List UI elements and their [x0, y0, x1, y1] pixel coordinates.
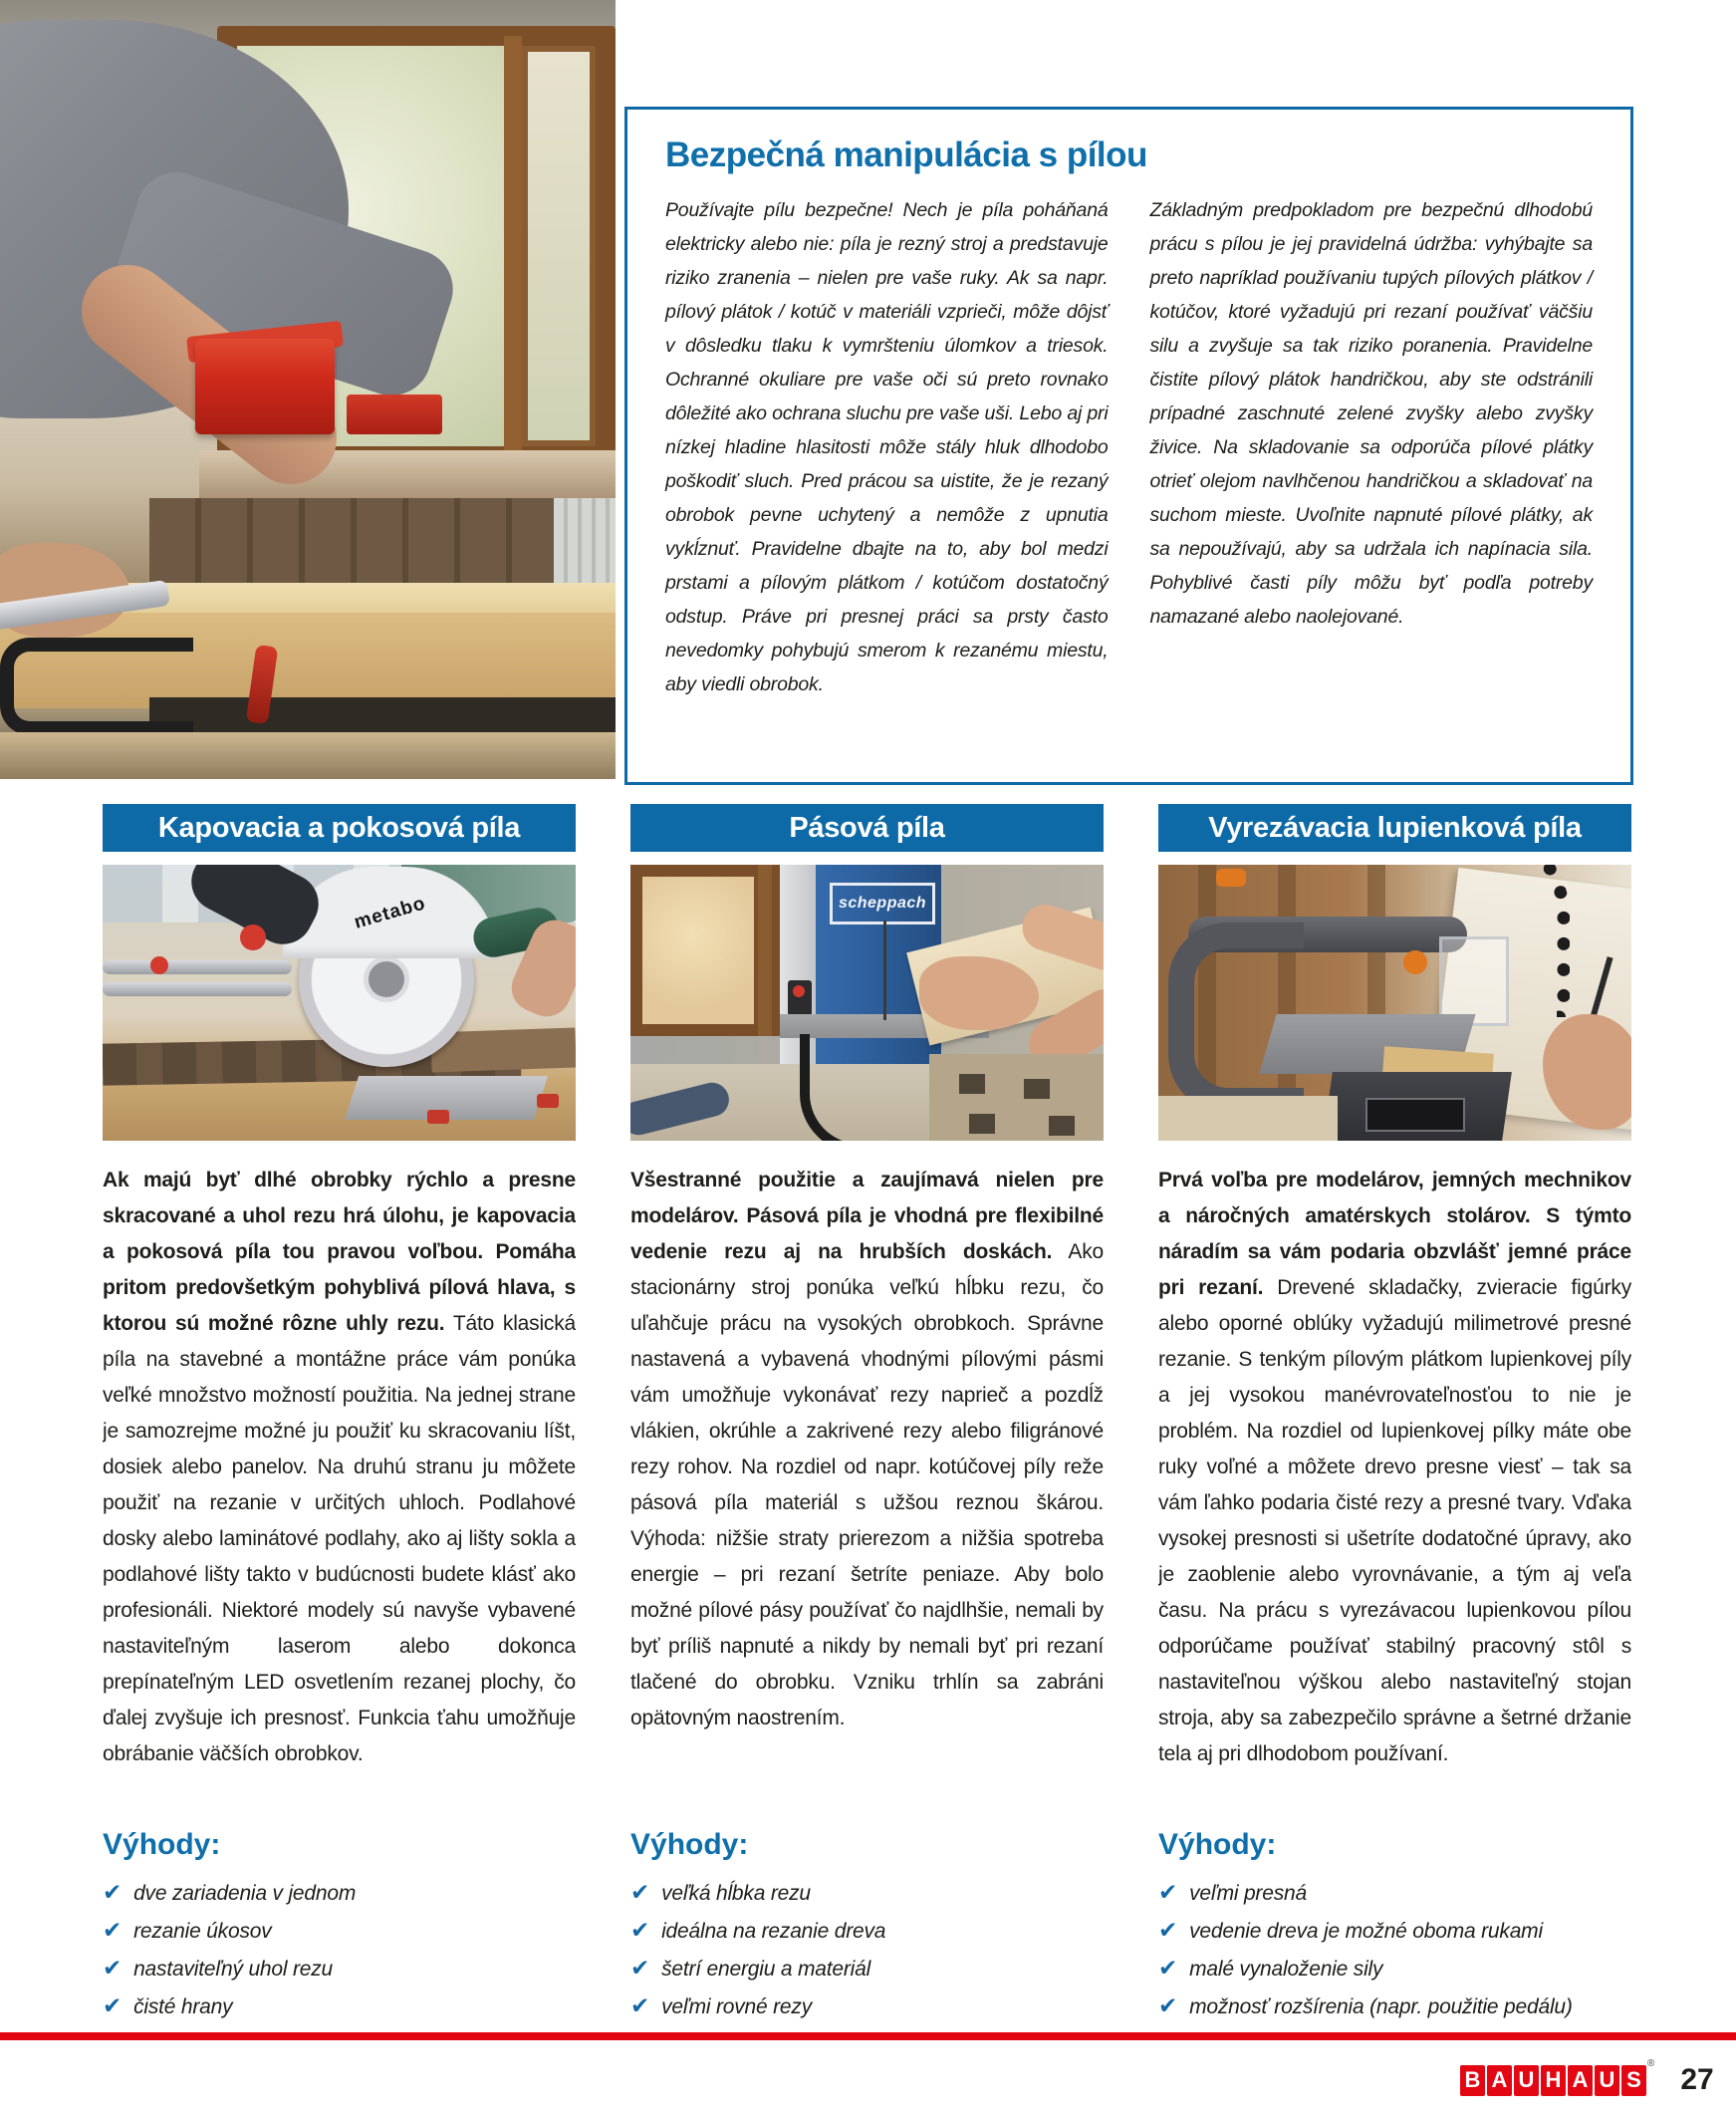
check-icon: ✔ [630, 1917, 650, 1943]
beam-shadow [149, 697, 616, 737]
column-scroll-saw [1158, 804, 1631, 2027]
red-toolbox [195, 339, 335, 434]
benefit-item [103, 1950, 576, 1987]
check-icon: ✔ [1158, 1917, 1178, 1943]
footer [1460, 2058, 1714, 2102]
benefits-block [1158, 1828, 1631, 2025]
workshop-photo [0, 0, 616, 779]
footer-red-rule [0, 2032, 1736, 2040]
bench-hole [969, 1114, 995, 1134]
power-cable [800, 1034, 899, 1141]
benefits-block [630, 1828, 1104, 2025]
bench-hole [1024, 1079, 1050, 1099]
registered-mark: ® [1647, 2058, 1655, 2069]
benefit-item [1158, 1987, 1631, 2025]
red-tray [347, 395, 442, 434]
intro-bold: Ak majú byť dlhé obrobky rýchlo a presne skracované a uhol rezu hrá úlohu, je kapovacia a pokosová píla tou pravou voľbou. Pomáha pritom predovšetkým pohyblivá pílová hlava, s ktorou sú možné rôzne uhly rezu. [103, 1169, 576, 1335]
safety-box [624, 107, 1633, 785]
logo-letter: A [1568, 2065, 1593, 2096]
column-miter-saw [103, 804, 576, 2027]
benefit-label: veľmi rovné rezy [661, 1995, 812, 2018]
window-light [642, 877, 754, 1024]
benefit-item [630, 1874, 1104, 1912]
benefit-label: vedenie dreva je možné oboma rukami [1189, 1920, 1543, 1943]
bench-hole [1049, 1116, 1075, 1136]
power-switch [788, 980, 812, 1016]
benefits-title: Výhody: [630, 1828, 749, 1861]
benefit-item [630, 1912, 1104, 1950]
benefit-item [1158, 1912, 1631, 1950]
bauhaus-logo [1460, 2065, 1646, 2096]
scroll-saw-photo [1158, 865, 1631, 1141]
check-icon: ✔ [630, 1992, 650, 2018]
logo-letter: U [1595, 2065, 1619, 2096]
benefit-label: dve zariadenia v jednom [133, 1882, 357, 1905]
window-frame-bar [758, 865, 772, 1036]
column-header: Kapovacia a pokosová píla [103, 804, 576, 852]
clamp [0, 638, 193, 735]
column-body-text [630, 1163, 1104, 1736]
floor [0, 732, 616, 779]
column-header: Pásová píla [630, 804, 1104, 852]
check-icon: ✔ [630, 1879, 650, 1905]
check-icon: ✔ [1158, 1955, 1178, 1981]
check-icon: ✔ [1158, 1879, 1178, 1905]
brand-label: scheppach [830, 883, 935, 925]
benefits-title: Výhody: [1158, 1828, 1277, 1861]
intro-bold: Všestranné použitie a zaujímavá nielen pre modelárov. Pásová píla je vhodná pre flexibilné vedenie rezu aj na hrubších doskách. [630, 1169, 1104, 1263]
safety-text-col1: Používajte pílu bezpečne! Nech je píla poháňaná elektricky alebo nie: píla je rezný stroj a predstavuje riziko zranenia – nielen pre vaše ruky. Ak sa napr. pílový plátok / kotúč v materiáli vzprieči, môže dôjsť v dôsledku tlaku k vymršteniu úlomkov a triesok. Ochranné okuliare pre vaše oči sú preto rovnako dôležité ako ochrana sluchu pre vaše uši. Lebo aj pri nízkej hladine hlasitosti môže stály hluk dlhodobo poškodiť sluch. Pred prácou sa uistite, že je rezaný obrobok pevne uchytený a nemôže z upnutia vykĺznuť. Pravidelne dbajte na to, aby bol medzi prstami a pílovým plátkom / kotúčom dostatočný odstup. Práve pri presnej práci sa prsty často nevedomky pohybujú smerom k rezanému miestu, aby viedli obrobok. [665, 199, 1109, 695]
column-body-text [1158, 1163, 1631, 1772]
page-number: 27 [1680, 2063, 1714, 2096]
benefit-label: ideálna na rezanie dreva [661, 1920, 886, 1943]
benefit-label: malé vynaloženie sily [1189, 1958, 1383, 1981]
miter-saw-photo [103, 865, 576, 1141]
intro-bold: Prvá voľba pre modelárov, jemných mechnikov a náročných amatérskych stolárov. S týmto náradím sa vám podaria obzvlášť jemné práce pri rezaní. [1158, 1169, 1631, 1299]
benefit-label: veľká hĺbka rezu [661, 1882, 811, 1905]
body-text: Drevené skladačky, zvieracie figúrky alebo oporné oblúky vyžadujú milimetrové presné rezanie. S tenkým pílovým plátkom lupienkovej píly a jej vysokou manévrovateľnosťou to nie je problém. Na rozdiel od lupienkovej pílky máte obe ruky voľné a môžete drevo presne viesť – tak sa vám ľahko podaria čisté rezy a presné tvary. Vďaka vysokej presnosti si ušetríte dodatočné úpravy, ako je zaoblenie alebo vyrovnávanie, a tým aj veľa času. Na prácu s vyrezávacou lupienkovou pílou odporúčame používať stabilný pracovný stôl s nastaviteľnou výškou alebo nastaviteľný stojan stroja, aby sa zabezpečilo správne a šetrné držanie tela aj pri dlhodobom používaní. [1158, 1276, 1631, 1765]
benefit-item [1158, 1874, 1631, 1912]
body-text: Táto klasická píla na stavebné a montážne práce vám ponúka veľké množstvo možností použitia. Na jednej strane je samozrejme možné ju použiť ku skracovaniu líšt, dosiek alebo panelov. Na druhú stranu ju môžete použiť na rezanie v určitých uhloch. Podlahové dosky alebo laminátové podlahy, ako aj lišty sokla a podlahové lišty takto v budúcnosti budete klásť ako profesionáli. Niektoré modely sú navyše vybavené nastaviteľným laserom alebo dokonca prepínateľným LED osvetlením rezanej plochy, čo ďalej zvyšuje ich presnosť. Funkcia ťahu umožňuje obrábanie väčších obrobkov. [103, 1312, 576, 1765]
check-icon: ✔ [103, 1879, 123, 1905]
benefit-label: veľmi presná [1189, 1882, 1307, 1905]
bench [1158, 1096, 1338, 1141]
benefit-item [630, 1987, 1104, 2025]
orange-knob [1216, 869, 1246, 887]
benefit-label: rezanie úkosov [133, 1920, 272, 1943]
orange-knob [1403, 950, 1427, 974]
red-clamp [427, 1110, 449, 1124]
benefits-block [103, 1828, 576, 2025]
logo-letter: S [1621, 2065, 1646, 2096]
column-body-text [103, 1163, 576, 1772]
safety-box-title: Bezpečná manipulácia s pílou [665, 135, 1147, 174]
brand-label: metabo [352, 893, 428, 933]
benefits-title: Výhody: [103, 1828, 221, 1861]
bench-hole [959, 1074, 985, 1094]
benefit-item [103, 1987, 576, 2025]
base-label [1365, 1098, 1465, 1132]
safety-text-col2: Základným predpokladom pre bezpečnú dlhodobú prácu s pílou je jej pravidelná údržba: vyhýbajte sa preto napríklad používaniu tupých pílových plátkov / kotúčov, ktoré vyžadujú pri rezaní používať väčšiu silu a zvyšuje sa tak riziko poranenia. Pravidelne čistite pílový plátok handričkou, aby ste odstránili prípadné zaschnuté zelené zvyšky alebo zvyšky živice. Na skladovanie sa odporúča pílové plátky otrieť olejom navlhčenou handričkou a skladovať na suchom mieste. Uvoľnite napnuté pílové plátky, ak sa nepoužívajú, aby sa udržala ich napínacia sila. Pohyblivé časti píly môžu byť podľa potreby namazané alebo naolejované. [1149, 199, 1593, 628]
slide-rail [103, 982, 292, 996]
logo-letter: H [1541, 2065, 1566, 2096]
red-knob [240, 925, 266, 950]
slide-rail [103, 960, 292, 974]
benefit-label: nastaviteľný uhol rezu [133, 1958, 334, 1981]
benefit-label: čisté hrany [133, 1995, 233, 2018]
check-icon: ✔ [630, 1955, 650, 1981]
check-icon: ✔ [103, 1917, 123, 1943]
benefit-item [103, 1874, 576, 1912]
window-sash [504, 36, 522, 454]
logo-letter: B [1460, 2065, 1485, 2096]
benefit-label: šetrí energiu a materiál [661, 1958, 871, 1981]
benefit-item [630, 1950, 1104, 1987]
column-band-saw [630, 804, 1104, 2027]
logo-letter: U [1514, 2065, 1539, 2096]
red-knob [150, 956, 168, 974]
window-open-pane [522, 46, 596, 446]
band-saw-photo [630, 865, 1104, 1141]
column-header: Vyrezávacia lupienková píla [1158, 804, 1631, 852]
check-icon: ✔ [103, 1992, 123, 2018]
benefit-item [103, 1912, 576, 1950]
stone-bench [929, 1054, 1104, 1141]
check-icon: ✔ [1158, 1992, 1178, 2018]
body-text: Ako stacionárny stroj ponúka veľkú hĺbku rezu, čo uľahčuje prácu na vysokých obrobkoch. Správne nastavená a vybavená vhodnými pílovými pásmi vám umožňuje vykonávať rezy naprieč a pozdĺž vlákien, okrúhle a zakrivené rezy alebo filigránové rezy rohov. Na rozdiel od napr. kotúčovej píly reže pásová píla materiál s užšou reznou škárou. Výhoda: nižšie straty prierezom a nižšia spotreba energie – pri rezaní šetríte peniaze. Aby bolo možné pílové pásy používať čo najdlhšie, nemali by byť príliš napnuté a nikdy by nemali byť pri rezaní tlačené do obrobku. Vzniku trhlín sa zabráni opätovným naostrením. [630, 1240, 1104, 1729]
logo-letter: A [1487, 2065, 1512, 2096]
clear-blade-guard [1439, 936, 1509, 1026]
check-icon: ✔ [103, 1955, 123, 1981]
band-blade [883, 921, 886, 1020]
benefit-label: možnosť rozšírenia (napr. použitie pedálu) [1189, 1995, 1573, 2018]
blade-hub [369, 961, 404, 997]
red-clamp [537, 1094, 559, 1108]
benefit-item [1158, 1950, 1631, 1987]
